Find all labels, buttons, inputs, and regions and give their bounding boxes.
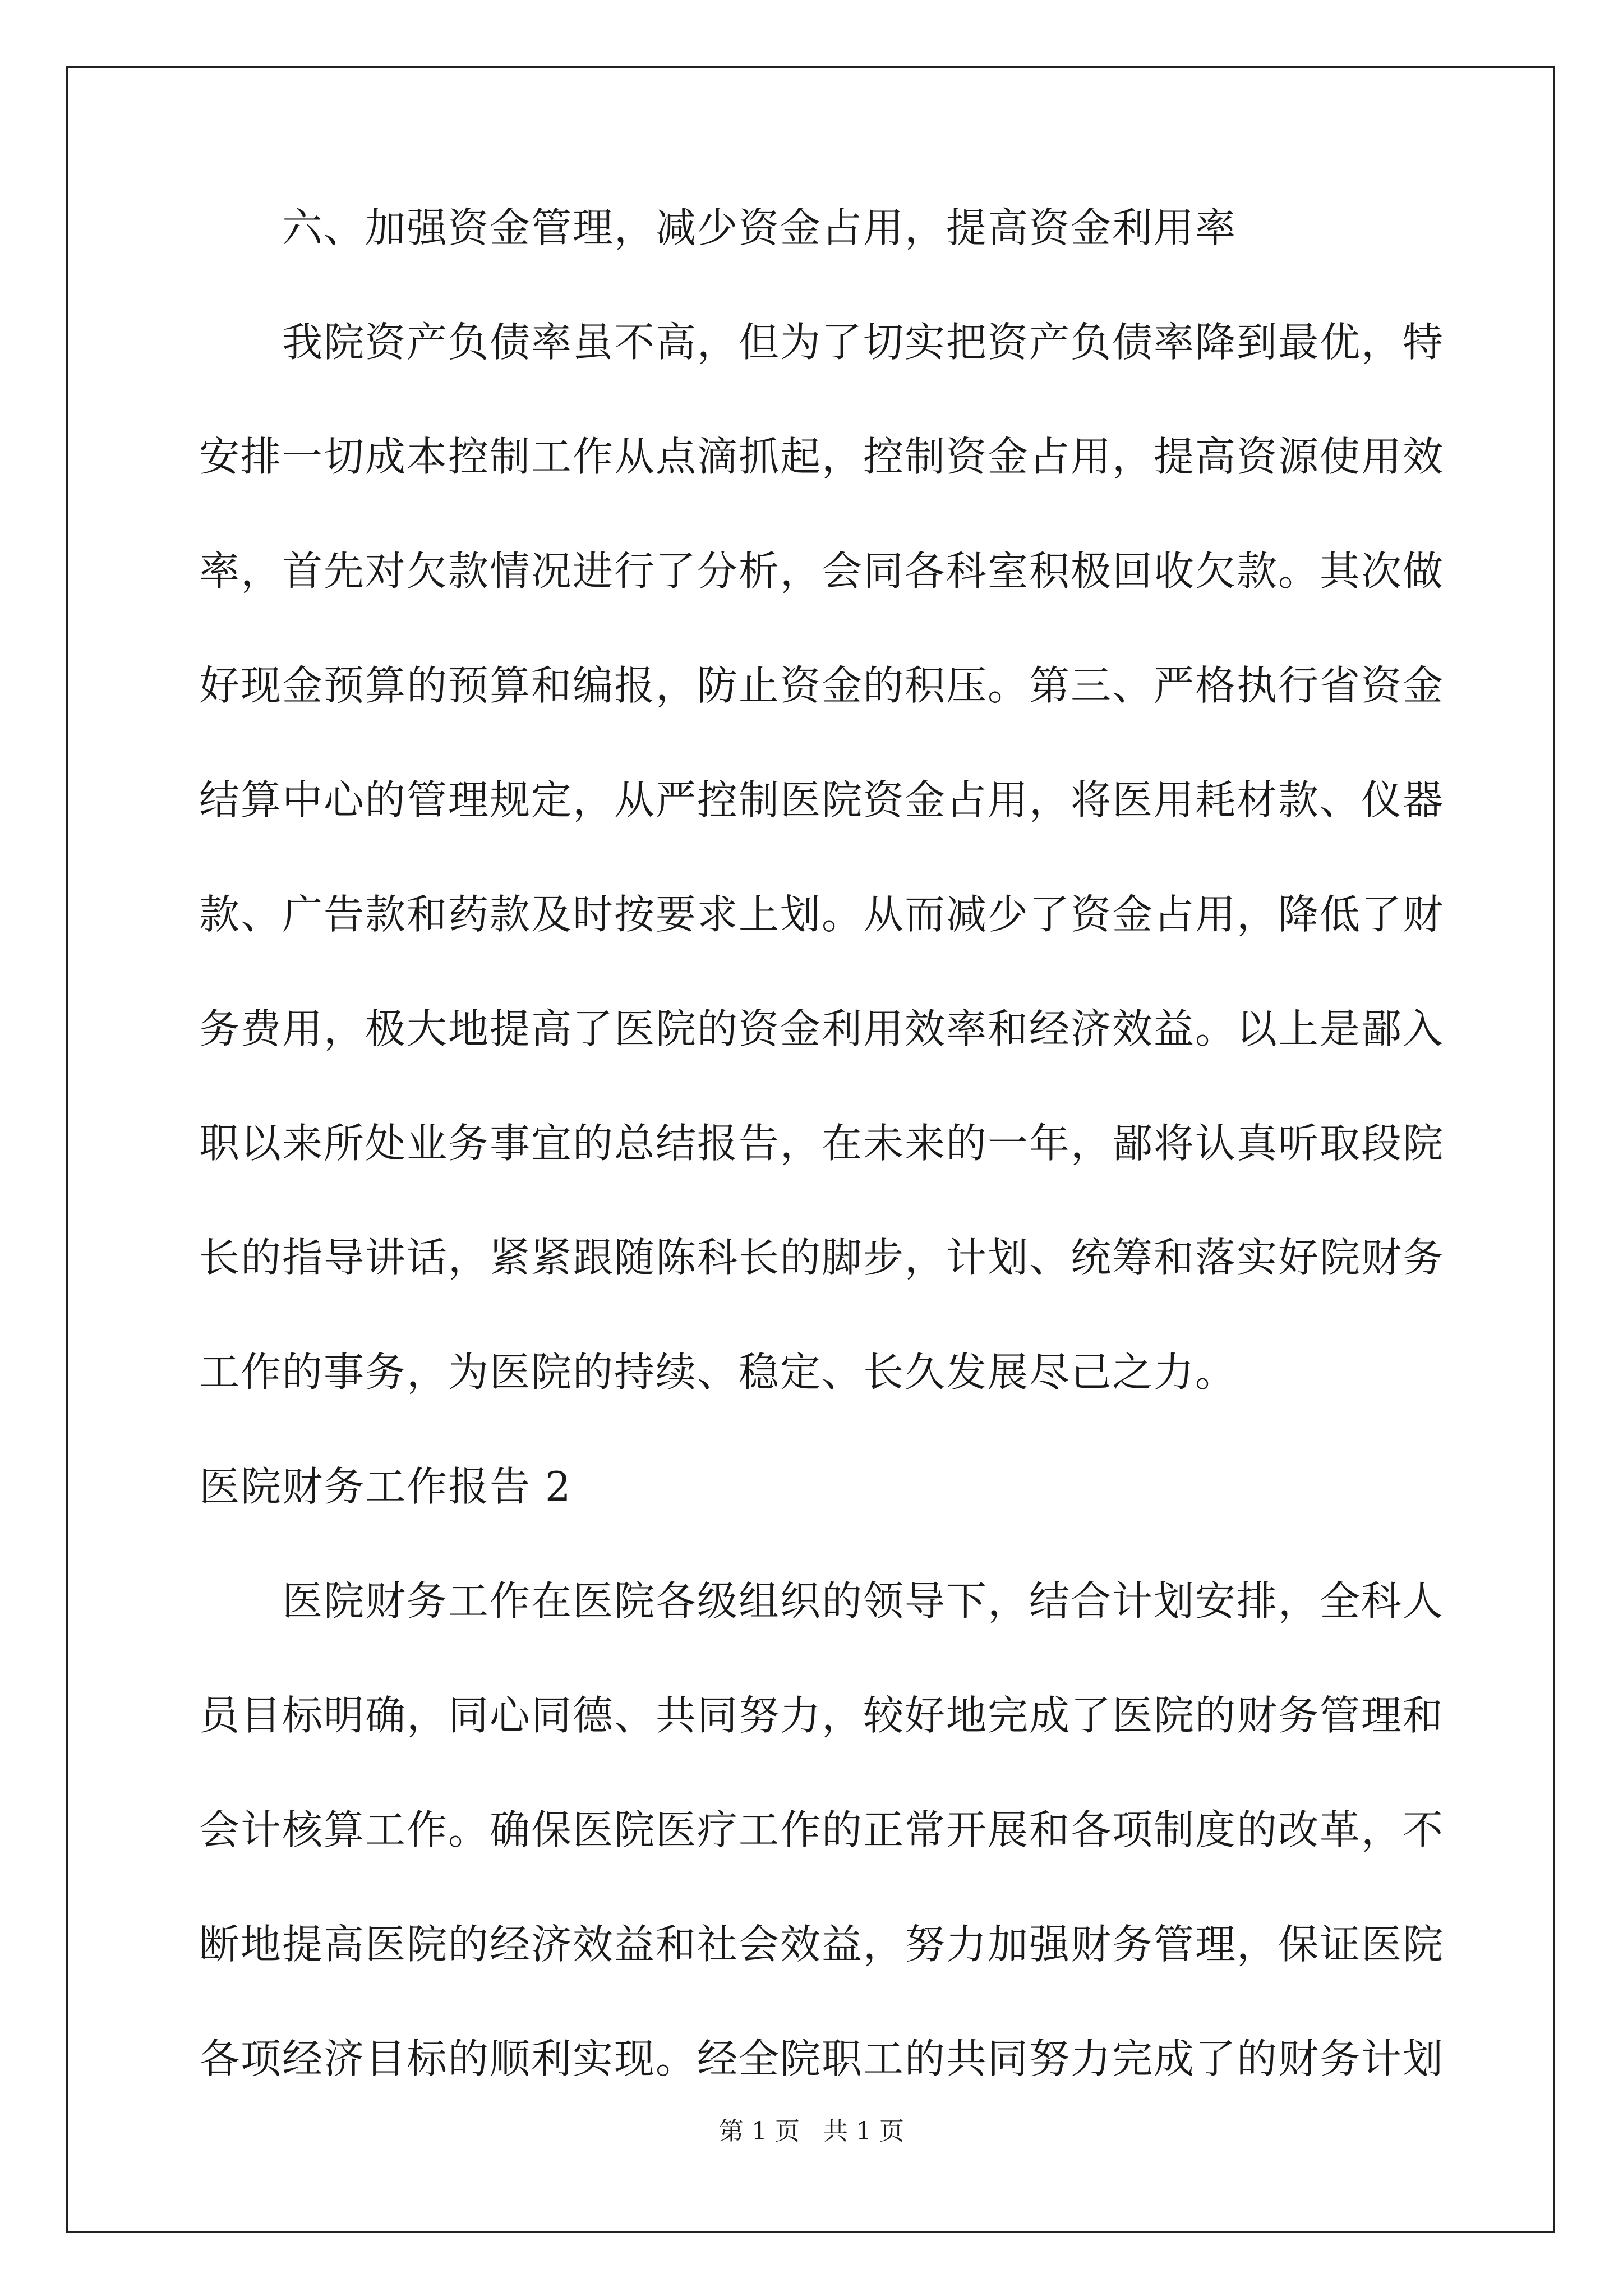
paragraph-line: 会计核算工作。确保医院医疗工作的正常开展和各项制度的改革，不 [199, 1806, 1445, 1853]
paragraph-1 [199, 316, 1445, 1398]
page-footer: 第 1 页 共 1 页 [719, 2117, 904, 2146]
paragraph-line: 长的指导讲话，紧紧跟随陈科长的脚步，计划、统筹和落实好院财务 [199, 1234, 1445, 1281]
paragraph-line: 务费用，极大地提高了医院的资金利用效率和经济效益。以上是鄙入 [199, 1005, 1445, 1052]
section-title: 医院财务工作报告 2 [199, 1463, 572, 1510]
paragraph-line: 安排一切成本控制工作从点滴抓起，控制资金占用，提高资源使用效 [199, 433, 1445, 480]
document-body [199, 202, 1445, 2085]
paragraph-line: 我院资产负债率虽不高，但为了切实把资产负债率降到最优，特 [282, 319, 1445, 366]
paragraph-line: 员目标明确，同心同德、共同努力，较好地完成了医院的财务管理和 [199, 1692, 1445, 1739]
paragraph-line: 工作的事务，为医院的持续、稳定、长久发展尽己之力。 [199, 1349, 1237, 1396]
paragraph-line: 款、广告款和药款及时按要求上划。从而减少了资金占用，降低了财 [199, 891, 1445, 938]
paragraph-line: 医院财务工作在医院各级组织的领导下，结合计划安排，全科人 [282, 1577, 1445, 1625]
paragraph-line: 率，首先对欠款情况进行了分析，会同各科室积极回收欠款。其次做 [199, 547, 1445, 595]
paragraph-line: 好现金预算的预算和编报，防止资金的积压。第三、严格执行省资金 [199, 662, 1445, 709]
paragraph-line: 结算中心的管理规定，从严控制医院资金占用，将医用耗材款、仪器 [199, 776, 1445, 823]
paragraph-line: 职以来所处业务事宜的总结报告，在未来的一年，鄙将认真听取段院 [199, 1120, 1445, 1167]
paragraph-line: 断地提高医院的经济效益和社会效益，努力加强财务管理，保证医院 [199, 1921, 1445, 1968]
paragraph-2 [199, 1575, 1445, 2085]
section-heading-six: 六、加强资金管理，减少资金占用，提高资金利用率 [282, 204, 1237, 251]
paragraph-line: 各项经济目标的顺利实现。经全院职工的共同努力完成了的财务计划 [199, 2035, 1445, 2082]
